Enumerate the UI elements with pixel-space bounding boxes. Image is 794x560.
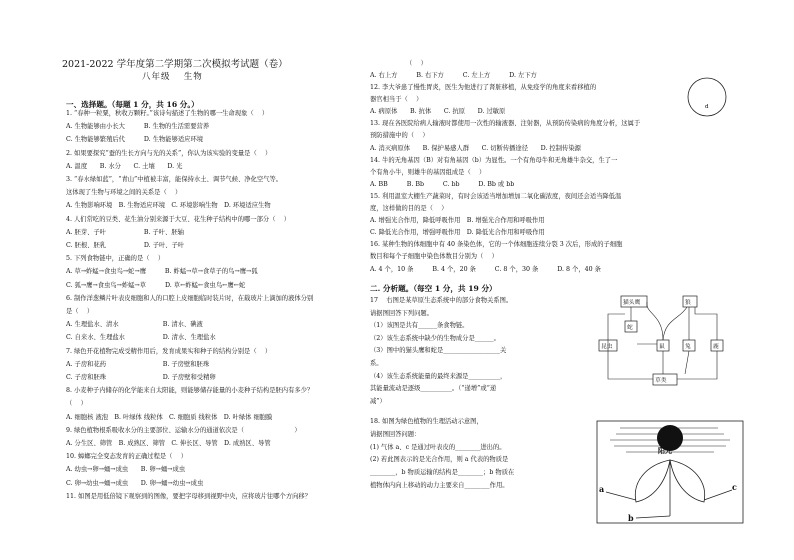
s1-line: C. 自来水、生理盐水 D. 清水、生理盐水: [66, 334, 216, 342]
node-grass: 草类: [655, 378, 667, 384]
s1-line: （ ）: [66, 400, 87, 408]
section1-heading: 一、选择题。（每题 1 分，共 16 分。）: [66, 100, 199, 109]
q18-line: (1) 气体 a、c 是通过叶表皮的________进出的。: [370, 443, 506, 451]
s1-line: 5. 下列食物链中，正确的是（ ）: [66, 255, 165, 263]
s1-line: A. 幼虫→卵→蛹→成虫 B. 卵→蛹→成虫: [66, 466, 186, 474]
exam-title: 2021-2022 学年度第二学期第二次模拟考试题（卷）: [62, 59, 288, 70]
q17-line: 其能量流动是逐级__________。（“递增”或“递: [370, 385, 497, 393]
rc-line: 个有角小牛，则雄牛的基因组成是（ ）: [370, 168, 486, 176]
rc-line: 度，这样做的目的是（ ）: [370, 205, 448, 212]
rc-line: 16. 某种生物的体细胞中有 40 条染色体，它的一个体细胞连续分裂 3 次后，形成的子细胞: [370, 241, 623, 249]
node-mouse: 鼠: [659, 344, 665, 350]
s1-line: A. 子房和花药 B. 子房壁和胚珠: [66, 360, 210, 368]
s1-line: C. 胚根、胚乳 D. 子叶、子叶: [66, 242, 185, 249]
q17-line: （2）该生态系统中缺少的生物成分是______。: [370, 334, 500, 342]
rc-line: A. BB B. Bb C. bb D. Bb 或 bb: [370, 180, 515, 188]
s1-line: A. 生物影响环境 B. 生物适应环境 C. 环境影响生物 D. 环境适应生物: [66, 202, 271, 210]
q18-line: ________，b 物质运输的结构是________；b 物质在: [370, 469, 515, 477]
rc-line: 器官相当于（ ）: [370, 96, 423, 104]
s1-line: A. 温度 B. 水分 C. 土壤 D. 光: [66, 162, 183, 170]
q17-line: 17 右图是某草原生态系统中的部分食物关系图。: [370, 297, 513, 304]
q11-options: A. 右上方 B. 右下方 C. 左上方 D. 左下方: [370, 72, 537, 79]
s1-line: 9. 绿色植物根系吸收水分的主要部位、运输水分的通道依次是（ ）: [66, 426, 301, 434]
q17-line: （1）该图是共有______条食物链。: [370, 322, 469, 330]
q11-microscope-view-figure: [686, 76, 728, 118]
s1-line: 4. 人们常吃的豆类、花生油分别来源于大豆、花生种子结构中的哪一部分（ ）: [66, 215, 291, 223]
label-c: c: [732, 482, 737, 492]
q18-line: (2) 若此图表示的是光合作用，则 a 代表的物质是: [370, 456, 509, 464]
q18-line: 植物体内向上移动的动力主要来自________作用。: [370, 482, 509, 489]
s1-line: A. 生理盐水、清水 B. 清水、碘液: [66, 321, 203, 329]
s1-line: C. 子房和胚珠 D. 子房壁和受精卵: [66, 374, 216, 381]
s1-line: C. 卵→幼虫→蛹→成虫 D. 卵→蛹→幼虫→成虫: [66, 479, 204, 487]
exam-subtitle: 八年级 生物: [142, 72, 203, 82]
s1-line: 6. 制作洋葱鳞片叶表皮细胞和人的口腔上皮细胞临时装片时，在载玻片上滴加的液体分别: [66, 294, 314, 302]
s1-line: C. 狐→鹰→食虫鸟→蚱蜢→草 D. 草←蚱蜢←食虫鸟←鹰←蛇: [66, 281, 246, 289]
node-rabbit: 兔: [685, 344, 691, 350]
node-owl: 猫头鹰: [623, 300, 641, 306]
food-web-figure: [595, 294, 745, 394]
s1-line: 8. 小麦种子内储存的化学能来自太阳能，则能够储存能量的小麦种子结构是胚内有多少？: [66, 387, 314, 395]
rc-line: A. 消灭病原体 B. 保护易感人群 C. 切断传播途径 D. 控制传染源: [370, 144, 581, 152]
rc-line: 预防措施中的（ ）: [370, 132, 429, 140]
rc-line: 14. 牛的无角基因（B）对有角基因（b）为显性。一个有角母牛和无角雄牛杂交，生了一: [370, 156, 618, 164]
node-snake: 蛇: [627, 325, 633, 331]
q17-line: 系。: [370, 360, 383, 367]
s1-line: C. 生物能够繁殖后代 D. 生物能够适应环境: [66, 136, 204, 144]
rc-line: C. 降低光合作用，增强呼吸作用 D. 降低光合作用和呼吸作用: [370, 229, 545, 237]
s1-line: 是（ ）: [66, 308, 94, 315]
node-wolf: 狼: [685, 300, 691, 306]
plant-activity-figure: [596, 420, 744, 524]
s1-line: 3. “春水绿如蓝”，“青山”中植被丰富，能保持水土、调节气候、净化空气等。: [66, 176, 283, 183]
sun-label: 阳光: [658, 447, 672, 455]
label-a: a: [599, 484, 605, 494]
q18-line: 18. 如图为绿色植物的生理活动示意图，: [370, 418, 483, 425]
q17-line: （4）该生态系统能量的最终来源是__________，: [370, 372, 507, 380]
s1-line: A. 细胞核 液泡 B. 叶绿体 线粒体 C. 细胞质 线粒体 D. 叶绿体 细胞膜: [66, 413, 273, 421]
rc-line: A. 增强光合作用，降低呼吸作用 B. 增强光合作用和呼吸作用: [370, 217, 545, 225]
section2-heading: 二. 分析题。（每空 1 分，共 19 分）: [370, 284, 497, 293]
s1-line: 2. 如果要探究“蚕的生长方向与光的关系”，你认为该实验的变量是（ ）: [66, 149, 272, 157]
q11-figure-letter: d: [705, 104, 709, 110]
q17-line: 减”）: [370, 397, 386, 405]
s1-line: A. 生物能够由小长大 B. 生物的生活需要营养: [66, 123, 210, 131]
node-insect: 昆虫: [601, 344, 613, 350]
label-b: b: [628, 513, 634, 523]
s1-line: A. 胚芽、子叶 B. 子叶、胚轴: [66, 228, 184, 236]
node-deer: 鹿: [713, 344, 719, 350]
q11-paren: （ ）: [406, 60, 427, 67]
q17-line: （3）图中的猫头鹰和蛇是__________________关: [370, 347, 507, 355]
rc-line: 13. 现在各医院给病人输液时都使用一次性的输液器、注射器，从预防传染病的角度分析，这属于: [370, 120, 641, 128]
q17-line: 请据图回答下列问题。: [370, 309, 433, 317]
rc-line: A. 病原体 B. 抗体 C. 抗原 D. 过敏原: [370, 108, 506, 116]
s1-line: 这体现了生物与环境之间的关系是（ ）: [66, 189, 182, 197]
rc-line: 数目和每个子细胞中染色体数目分别为（ ）: [370, 253, 498, 261]
s1-line: A. 分生区、筛管 B. 成熟区、筛管 C. 伸长区、导管 D. 成熟区、导管: [66, 440, 271, 447]
s1-line: 10. 蟑螂完全变态发育的正确过程是（ ）: [66, 453, 188, 461]
s1-line: A. 草→蚱蜢→食虫鸟→蛇→鹰 B. 蚱蜢→草→食草子的鸟→鹰→狐: [66, 268, 258, 276]
s1-line: 11. 如图是用低倍镜下观察到的图像，要把字母移到视野中央，应将玻片往哪个方向移？: [66, 492, 312, 500]
s1-line: 7. 绿色开花植物完成受精作用后，发育成果实和种子的结构分别是（ ）: [66, 347, 272, 355]
q18-line: 请据图回答问题：: [370, 430, 421, 438]
rc-line: 15. 利用温室大棚生产蔬菜时，有时会该适当增加增加二氧化碳浓度，夜间还会适当降低温: [370, 192, 622, 200]
s1-line: 1. “春种一粒粟，秋收万颗籽。”该诗句描述了生物的哪一生命现象（ ）: [66, 110, 269, 117]
rc-line: 12. 李大爷患了慢性胃炎，医生为他进行了肾脏移植，从免疫学的角度来看移植的: [370, 84, 597, 91]
rc-line: A. 4 个，10 条 B. 4 个，20 条 C. 8 个，30 条 D. 8 个，40 条: [370, 265, 601, 273]
